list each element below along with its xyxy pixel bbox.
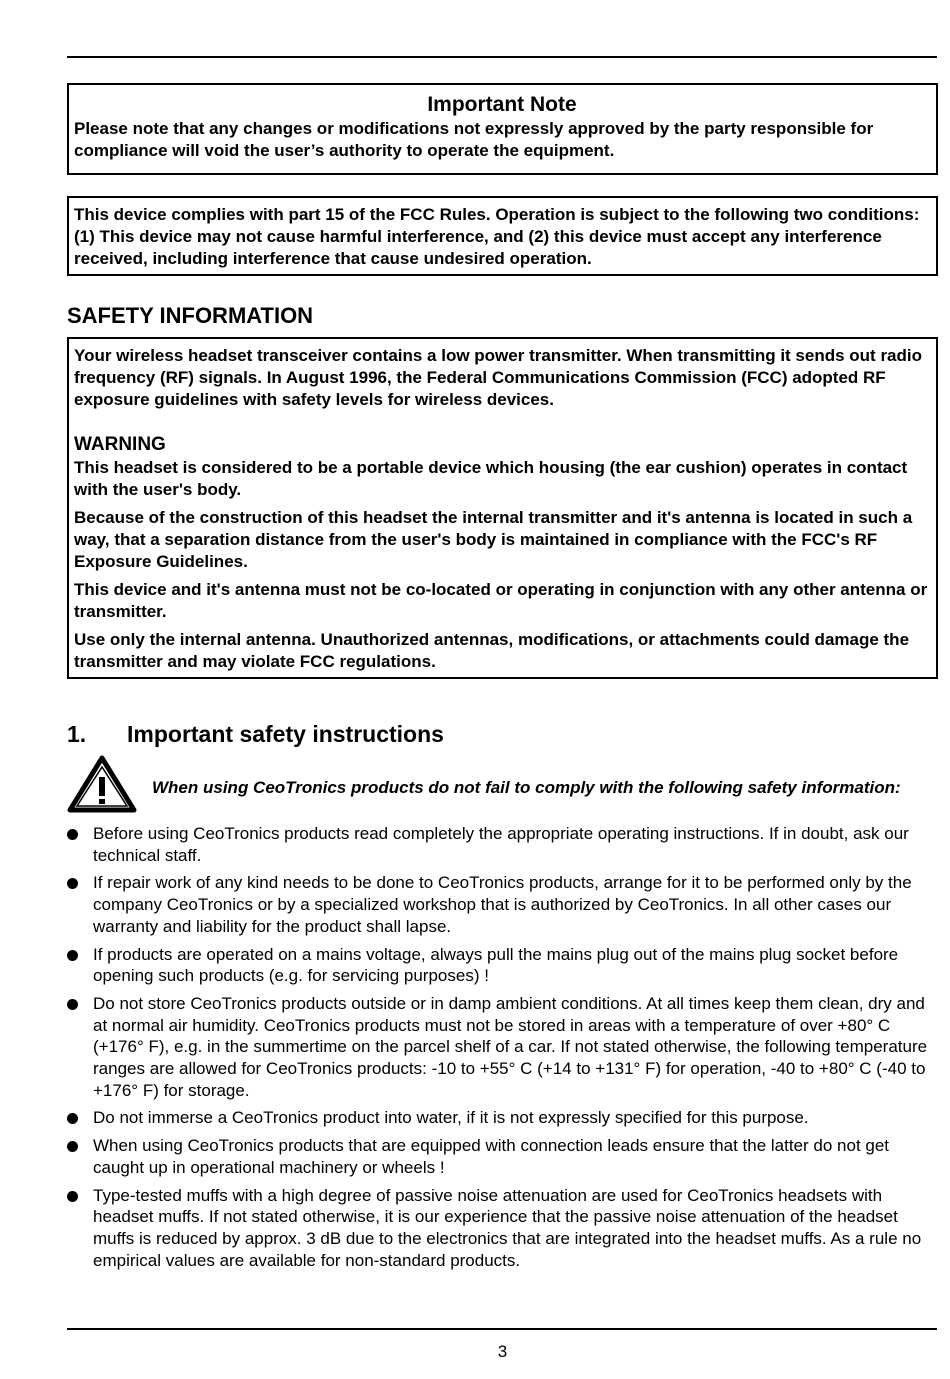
important-note-title: Important Note — [427, 93, 577, 116]
important-note-box — [67, 83, 938, 175]
footer-rule — [67, 1328, 937, 1330]
list-item: If repair work of any kind needs to be done to CeoTronics products, arrange for it to be performed only by the company CeoTronics or by a specialized workshop that is authorized by CeoTronics. In all other cases our warranty and liability for the product shall lapse. — [67, 872, 939, 937]
fcc-compliance-box — [67, 196, 938, 276]
warning-paragraph: This headset is considered to be a portable device which housing (the ear cushion) operates in contact with the user's body. — [74, 458, 908, 499]
header-rule — [67, 56, 937, 58]
page-number: 3 — [497, 1342, 508, 1361]
list-item: Type-tested muffs with a high degree of passive noise attenuation are used for CeoTronics headsets with headset muffs. If not stated otherwise, it is our experience that the passive noise attenuation of the headset muffs is reduced by approx. 3 dB due to the electronics that are integrated into the headset muffs. As a rule no empirical values are available for non-standard products. — [67, 1185, 939, 1272]
list-item: Do not store CeoTronics products outside or in damp ambient conditions. At all times keep them clean, dry and at normal air humidity. CeoTronics products must not be stored in areas with a temperature of over +80° C (+176° F), e.g. in the summertime on the parcel shelf of a car. If not stated otherwise, the following temperature ranges are allowed for CeoTronics products: -10 to +55° C (+14 to +131° F) for operation, -40 to +80° C (-40 to +176° F) for storage. — [67, 993, 939, 1102]
list-item: When using CeoTronics products that are equipped with connection leads ensure that the latter do not get caught up in operational machinery or wheels ! — [67, 1135, 939, 1178]
list-item: If products are operated on a mains voltage, always pull the mains plug out of the mains plug socket before opening such products (e.g. for servicing purposes) ! — [67, 944, 939, 987]
fcc-compliance-text: This device complies with part 15 of the FCC Rules. Operation is subject to the following two conditions: (1) This device may not cause harmful interference, and (2) this device must accept any interference received, including interference that cause undesired operation. — [74, 205, 920, 268]
bullet-icon — [67, 1141, 78, 1152]
important-note-text: Please note that any changes or modifications not expressly approved by the party responsible for compliance will void the user’s authority to operate the equipment. — [74, 119, 874, 160]
warning-paragraph: Because of the construction of this headset the internal transmitter and it's antenna is located in such a way, that a separation distance from the user's body is maintained in compliance with the FCC's RF Exposure Guidelines. — [74, 508, 913, 571]
section-number: 1. — [67, 721, 87, 747]
warning-title: WARNING — [74, 434, 166, 455]
section-intro-text: When using CeoTronics products do not fail to comply with the following safety information: — [152, 778, 901, 797]
section-heading — [67, 719, 444, 749]
safety-information-box — [67, 337, 938, 679]
safety-intro-text: Your wireless headset transceiver contains a low power transmitter. When transmitting it sends out radio frequency (RF) signals. In August 1996, the Federal Communications Commission (FCC) adopted RF exposure guidelines with safety levels for wireless devices. — [74, 346, 922, 409]
warning-paragraph: This device and it's antenna must not be co-located or operating in conjunction with any other antenna or transmitter. — [74, 580, 928, 621]
section-title: Important safety instructions — [127, 721, 444, 747]
bullet-icon — [67, 999, 78, 1010]
list-item: Do not immerse a CeoTronics product into water, if it is not expressly specified for this purpose. — [67, 1107, 939, 1129]
safety-instructions-list — [67, 823, 939, 1277]
bullet-icon — [67, 1191, 78, 1202]
warning-triangle-icon — [67, 755, 137, 813]
bullet-icon — [67, 829, 78, 840]
bullet-icon — [67, 1113, 78, 1124]
bullet-icon — [67, 878, 78, 889]
bullet-icon — [67, 950, 78, 961]
list-item: Before using CeoTronics products read completely the appropriate operating instructions. If in doubt, ask our technical staff. — [67, 823, 939, 866]
warning-paragraph: Use only the internal antenna. Unauthorized antennas, modifications, or attachments could damage the transmitter and may violate FCC regulations. — [74, 630, 910, 671]
safety-information-heading: SAFETY INFORMATION — [67, 303, 314, 328]
